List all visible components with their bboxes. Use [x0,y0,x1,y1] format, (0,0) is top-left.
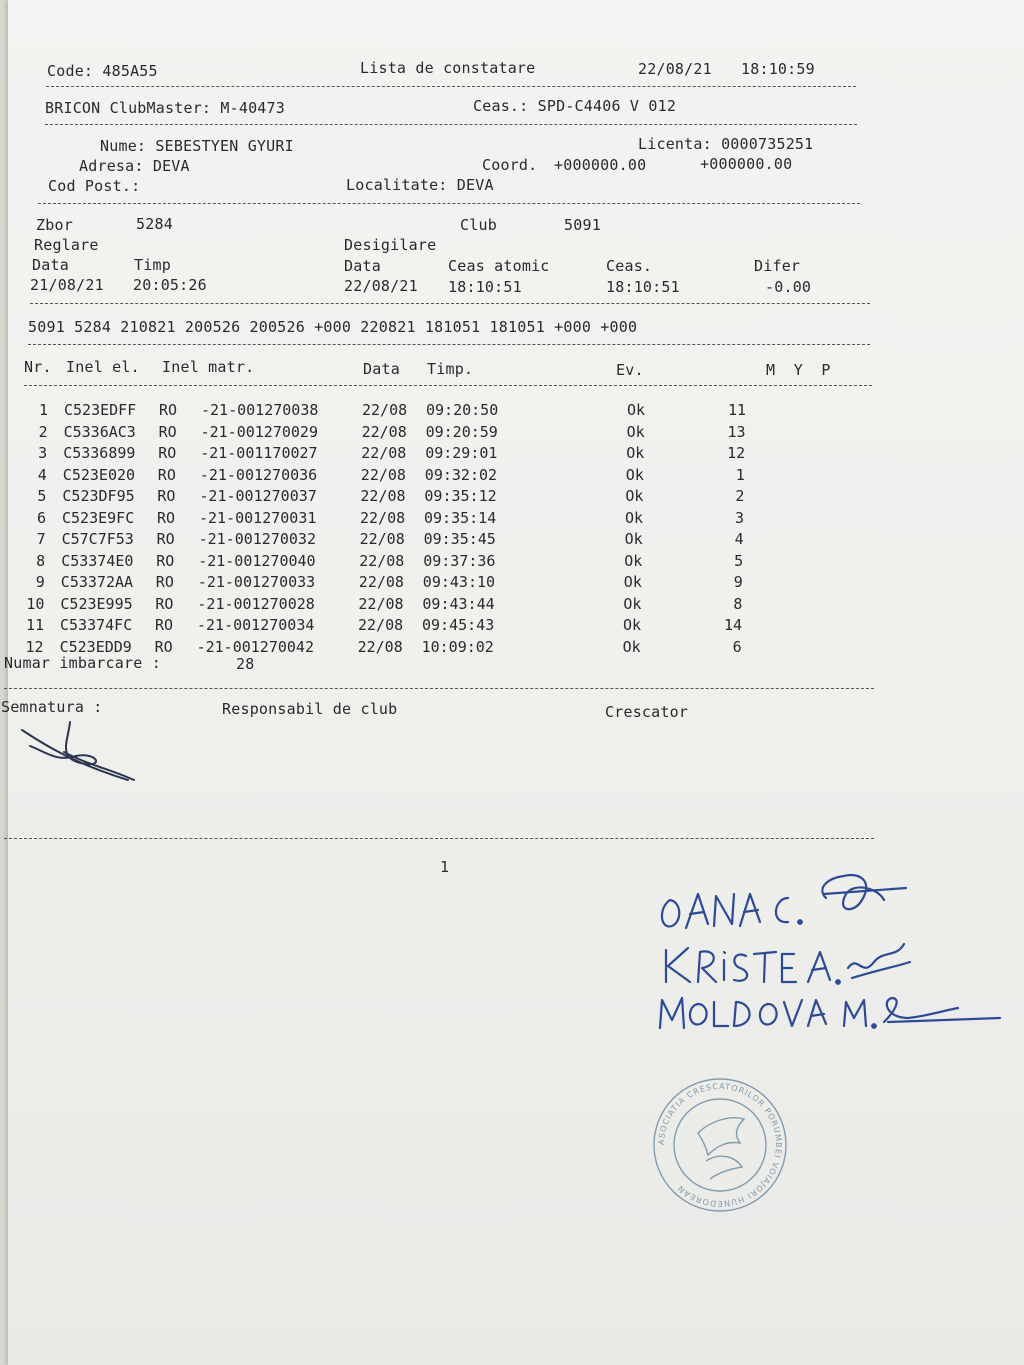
cell-nr: 1 [38,401,48,419]
cell-time: 09:32:02 [424,465,498,484]
cell-inel-el: C5336899 [63,444,136,462]
col-myp: M Y P [766,361,831,379]
document-title: Lista de constatare [360,59,536,77]
cell-time: 09:37:36 [423,551,496,570]
owner-name: Nume: SEBESTYEN GYURI [100,137,294,155]
cell-ev: Ok [622,637,641,656]
numar-imbarcare-label: Numar imbarcare : [4,654,161,672]
cell-nr: 11 [25,616,44,634]
cell-ev: Ok [625,508,644,527]
stamp-outer-text: ASOCIATIA CRESCATORILOR PORUMBEI VOIAJORI HUNEDOREAN [656,1081,784,1209]
cell-nr: 10 [26,594,45,613]
cell-ev: Ok [623,594,642,613]
page-number: 1 [440,858,450,876]
postal-code: Cod Post.: [48,177,141,195]
cell-inel-el: C53374E0 [61,551,134,570]
cell-inel-matr: -21-001270036 [199,465,318,484]
cell-nr: 7 [36,530,46,548]
cell-date: 22/08 [360,487,406,505]
crescator-label: Crescator [605,703,689,721]
semnatura-label: Semnatura : [1,698,103,716]
divider [4,838,874,839]
licence: Licenta: 0000735251 [638,135,814,153]
cell-time: 09:35:14 [424,508,497,527]
cell-date: 22/08 [358,573,404,591]
col-inel-el: Inel el. [66,358,140,376]
cell-inel-el: C523E020 [62,465,136,484]
cell-inel-matr: -21-001270034 [197,616,315,634]
cell-country: RO [157,465,176,484]
cell-country: RO [155,573,174,591]
cell-m: 9 [733,573,743,591]
ceas-id: Ceas.: SPD-C4406 V 012 [473,97,677,115]
timp-label: Timp [134,256,171,274]
desigilare-date: 22/08/21 [344,277,418,295]
cell-inel-matr: -21-001170027 [200,444,318,462]
cell-time: 09:20:59 [425,422,498,441]
divider [45,124,857,125]
cell-time: 09:43:10 [422,573,496,591]
cell-time: 09:20:50 [426,401,499,419]
cell-country: RO [159,401,178,419]
cell-country: RO [156,530,175,548]
cell-date: 22/08 [358,616,404,634]
cell-inel-matr: -21-001270042 [196,637,314,656]
cell-inel-matr: -21-001270032 [198,530,316,548]
cell-inel-el: C5336AC3 [63,422,136,441]
cell-country: RO [158,444,177,462]
cell-date: 22/08 [359,530,405,548]
cell-nr: 8 [36,551,46,570]
desigilare-label: Desigilare [344,236,437,254]
data-label: Data [32,256,69,274]
difer-label: Difer [754,257,801,275]
owner-address: Adresa: DEVA [79,157,190,175]
cell-inel-matr: -21-001270037 [199,487,317,505]
header-date: 22/08/21 [638,60,712,78]
svg-text:ASOCIATIA CRESCATORILOR PORUMB [657,1082,783,1208]
cell-inel-matr: -21-001270038 [201,401,319,419]
divider [38,203,860,204]
ceas-label: Ceas. [606,257,653,275]
cell-ev: Ok [623,616,642,634]
cell-nr: 2 [38,422,48,441]
handwritten-signatures [648,858,1008,1038]
signature-scribble [16,712,146,792]
reglare-label: Reglare [34,236,99,254]
cell-m: 6 [732,637,742,656]
cell-ev: Ok [623,573,642,591]
zbor-label: Zbor [36,216,73,234]
cell-inel-el: C523E9FC [62,508,135,527]
cell-m: 11 [727,401,746,419]
cell-inel-matr: -21-001270028 [197,594,315,613]
cell-m: 5 [734,551,744,570]
cell-inel-matr: -21-001270040 [198,551,316,570]
cell-time: 10:09:02 [421,637,494,656]
cell-m: 3 [734,508,744,527]
cell-inel-el: C57C7F53 [61,530,134,548]
cell-date: 22/08 [358,594,404,613]
cell-date: 22/08 [357,637,403,656]
cell-inel-el: C53372AA [60,573,134,591]
cell-ev: Ok [625,465,644,484]
cell-nr: 4 [37,465,47,484]
cell-time: 09:45:43 [422,616,495,634]
cell-nr: 9 [35,573,45,591]
club-value: 5091 [564,216,601,234]
document-sheet [1,0,1024,1365]
code-label: Code: 485A55 [47,62,158,80]
cell-time: 09:35:45 [423,530,496,548]
difer-value: -0.00 [765,278,812,296]
cell-country: RO [157,487,176,505]
cell-country: RO [154,637,173,656]
cell-ev: Ok [624,551,643,570]
cell-date: 22/08 [362,401,408,419]
cell-ev: Ok [627,401,646,419]
cell-inel-matr: -21-001270029 [200,422,318,441]
coord-label: Coord. [482,156,538,174]
club-stamp [648,1075,792,1215]
numar-imbarcare-value: 28 [236,655,255,673]
divider [24,385,872,386]
data-label: Data [344,257,381,275]
cell-date: 22/08 [361,444,407,462]
ceas-atomic-label: Ceas atomic [448,257,550,275]
divider [46,86,856,87]
cell-m: 14 [723,616,742,634]
clubmaster-id: BRICON ClubMaster: M-40473 [45,99,285,117]
cell-m: 13 [727,422,746,441]
cell-nr: 12 [25,637,44,656]
cell-inel-el: C523DF95 [62,487,135,505]
cell-ev: Ok [626,444,645,462]
divider [28,344,870,345]
encoded-line: 5091 5284 210821 200526 200526 +000 220821 181051 181051 +000 +000 [28,318,638,336]
cell-m: 1 [735,465,745,484]
cell-time: 09:29:01 [425,444,498,462]
cell-inel-el: C523E995 [60,594,133,613]
cell-inel-el: C523EDFF [64,401,137,419]
cell-m: 8 [733,594,743,613]
cell-country: RO [156,551,175,570]
cell-country: RO [157,508,176,527]
zbor-value: 5284 [136,215,173,233]
cell-ev: Ok [624,530,643,548]
coord-lon: +000000.00 [700,155,793,173]
col-nr: Nr. [24,358,52,376]
cell-m: 12 [727,444,746,462]
cell-country: RO [158,422,177,441]
cell-nr: 5 [37,487,47,505]
cell-inel-matr: -21-001270031 [199,508,317,527]
locality: Localitate: DEVA [346,176,494,194]
reglare-time: 20:05:26 [133,276,207,294]
cell-inel-matr: -21-001270033 [197,573,316,591]
col-inel-matr: Inel matr. [162,358,255,376]
ceas-atomic-time: 18:10:51 [448,278,522,296]
cell-ev: Ok [626,422,645,441]
divider [4,688,874,689]
cell-country: RO [155,616,174,634]
cell-nr: 3 [38,444,48,462]
cell-date: 22/08 [361,422,407,441]
cell-nr: 6 [36,508,46,527]
cell-date: 22/08 [360,508,406,527]
club-label: Club [460,216,497,234]
cell-time: 09:35:12 [424,487,497,505]
cell-date: 22/08 [360,465,406,484]
divider [30,303,870,304]
reglare-date: 21/08/21 [30,276,104,294]
cell-country: RO [155,594,174,613]
cell-inel-el: C53374FC [60,616,133,634]
cell-m: 2 [735,487,745,505]
header-time: 18:10:59 [741,60,815,78]
cell-time: 09:43:44 [422,594,495,613]
cell-date: 22/08 [359,551,405,570]
ceas-time: 18:10:51 [606,278,680,296]
coord-lat: +000000.00 [554,156,647,174]
responsabil-label: Responsabil de club [222,700,398,718]
col-data: Data [363,360,400,378]
col-timp: Timp. [427,360,474,378]
col-ev: Ev. [616,361,644,379]
cell-ev: Ok [625,487,644,505]
cell-inel-el: C523EDD9 [59,637,132,656]
cell-m: 4 [734,530,744,548]
